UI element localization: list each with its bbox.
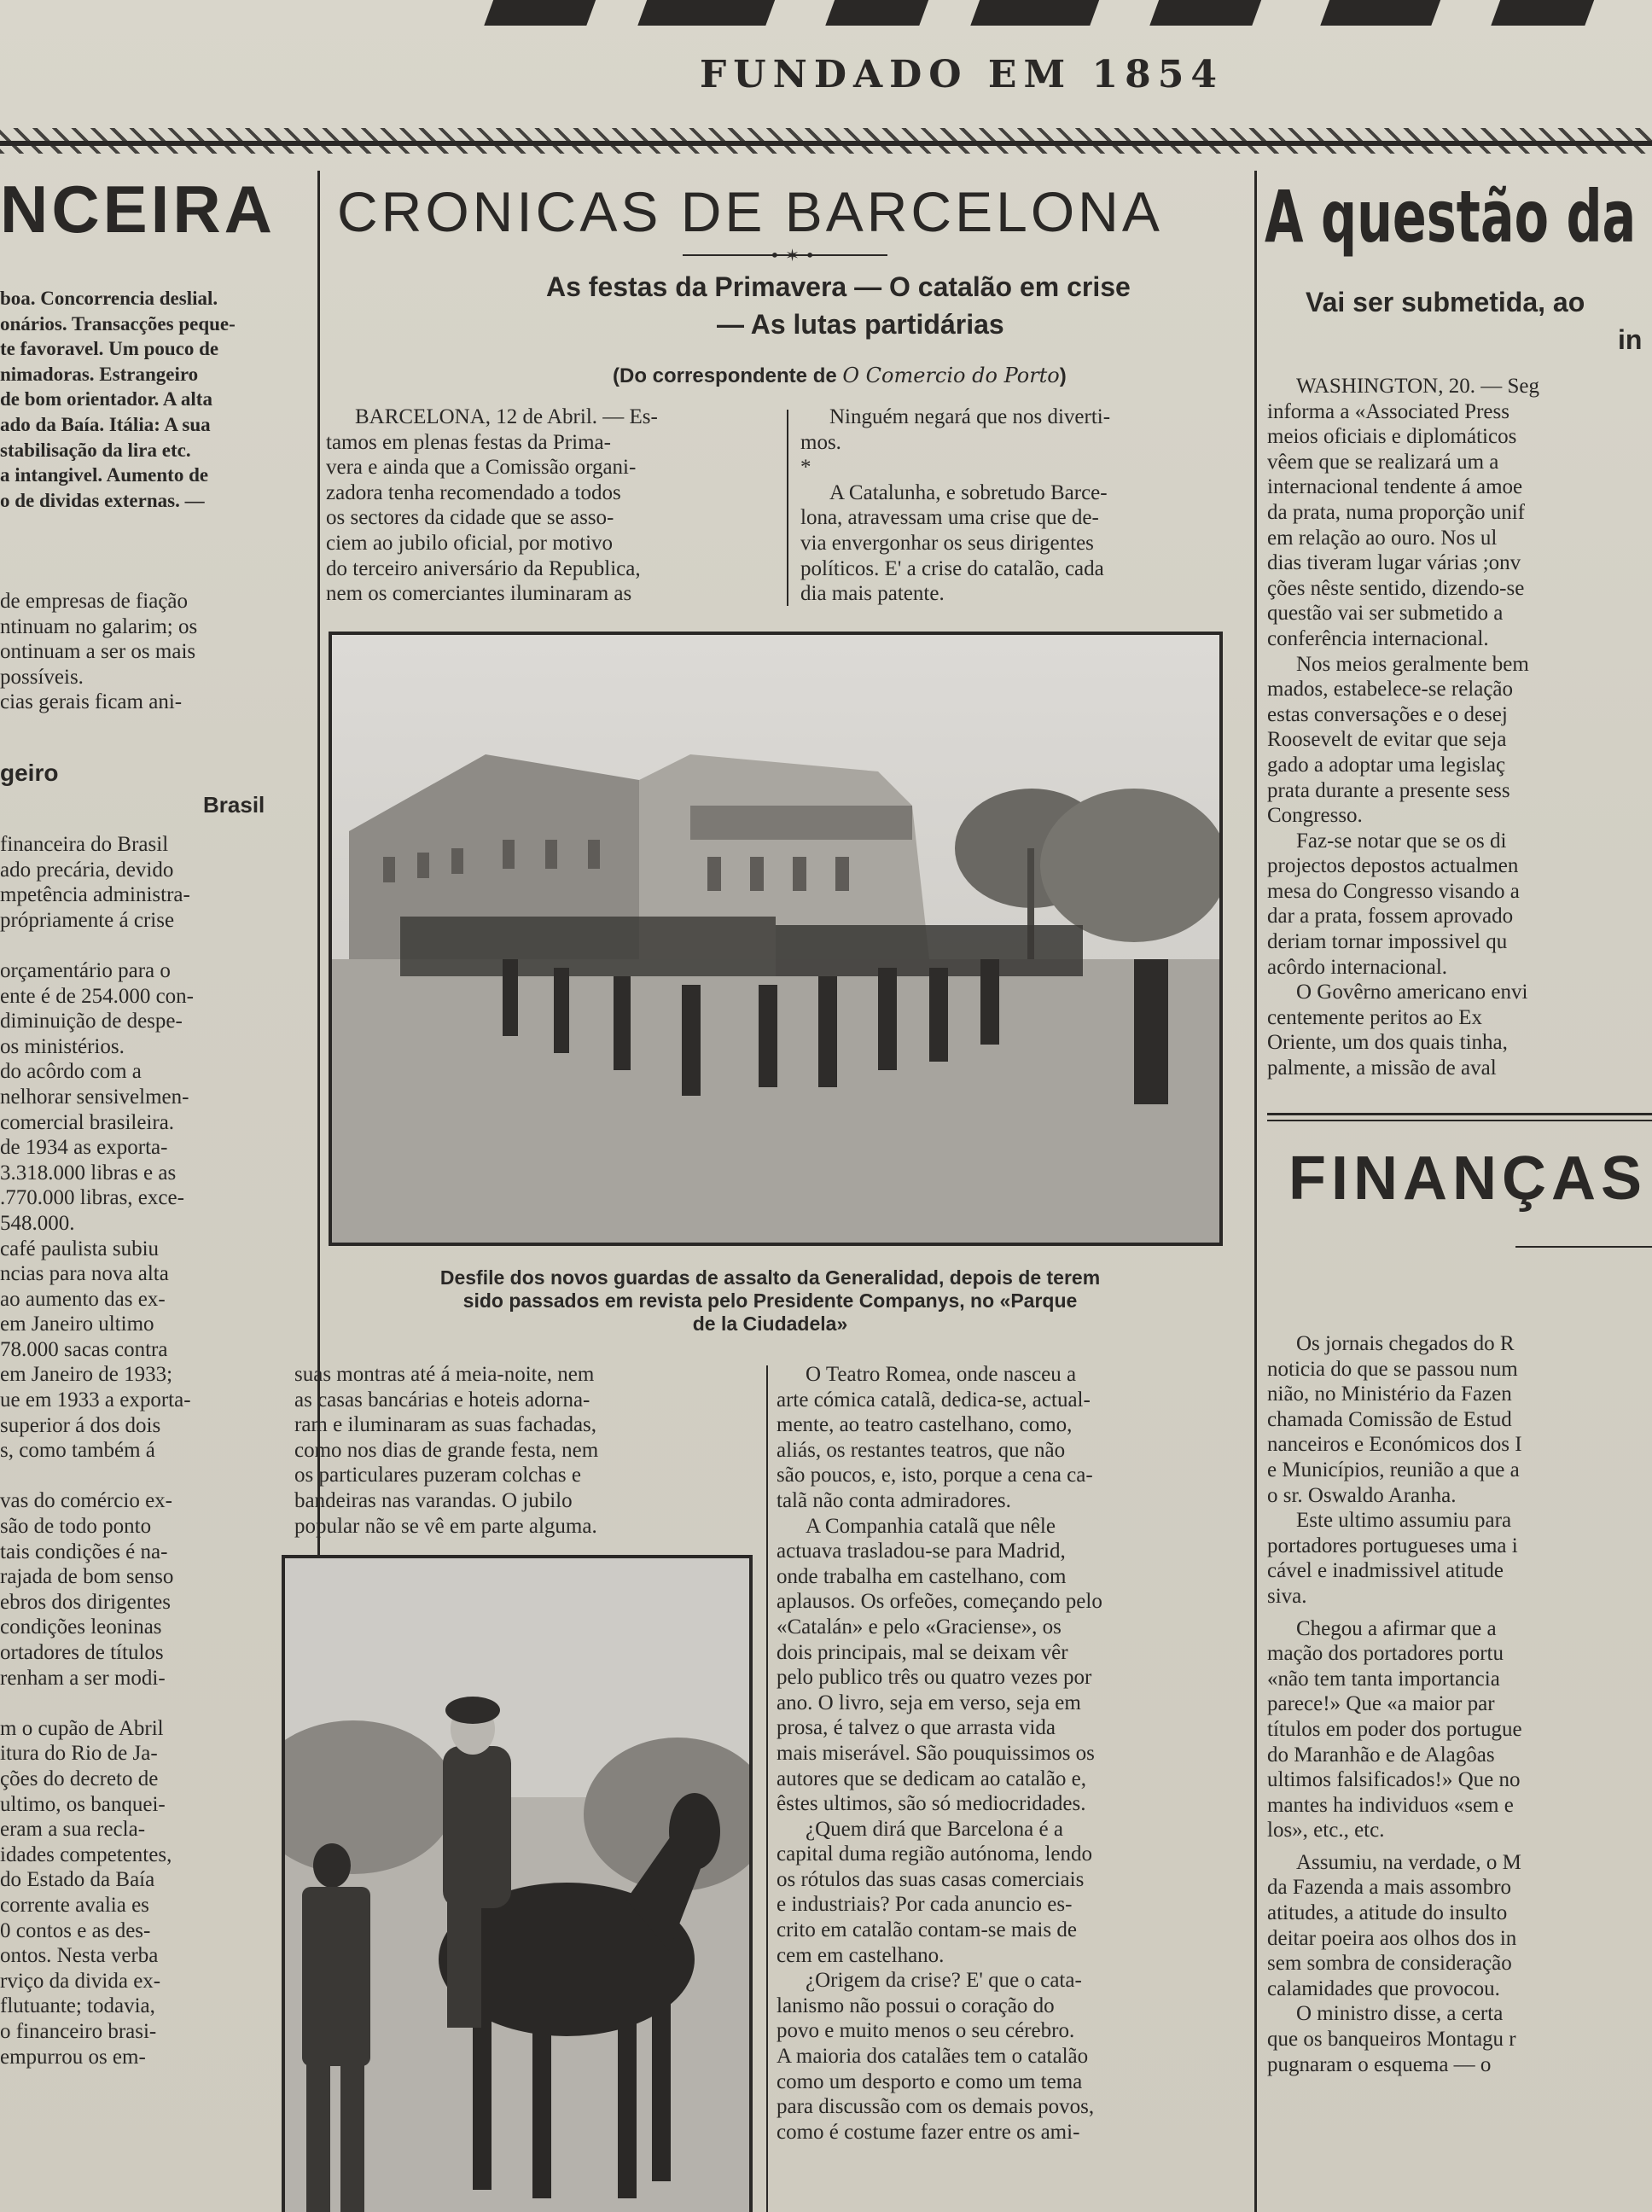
right-section-rule-1 bbox=[1267, 1113, 1652, 1115]
text-line: questão vai ser submetido a bbox=[1267, 602, 1504, 626]
text-line bbox=[0, 1464, 292, 1489]
border-rule bbox=[0, 141, 1652, 146]
text-line: informa a «Associated Press bbox=[1267, 399, 1509, 423]
text-line: Nos meios geralmente bem bbox=[1296, 652, 1529, 676]
text-line: dia mais patente. bbox=[800, 582, 945, 606]
left-para-1 bbox=[0, 589, 299, 715]
text-line: ntinuam no galarim; os bbox=[0, 614, 198, 638]
summary-line: de bom orientador. A alta bbox=[0, 388, 212, 410]
text-line: dias tiveram lugar várias ;onv bbox=[1267, 551, 1521, 575]
text-line: A Catalunha, e sobretudo Barce- bbox=[829, 480, 1108, 504]
credit-prefix: (Do correspondente de bbox=[613, 364, 837, 387]
text-line: Este ultimo assumiu para bbox=[1296, 1509, 1512, 1533]
text-line: ontos. Nesta verba bbox=[0, 1944, 159, 1968]
text-line: mação dos portadores portu bbox=[1267, 1642, 1504, 1666]
text-line: tamos em plenas festas da Prima- bbox=[326, 430, 611, 454]
text-line: nelhorar sensivelmen- bbox=[0, 1085, 189, 1109]
text-line: arte cómica catalã, dedica-se, actual- bbox=[777, 1388, 1091, 1412]
center-col-4 bbox=[777, 1362, 1246, 2145]
text-line: Assumiu, na verdade, o M bbox=[1296, 1850, 1521, 1874]
text-line: idades competentes, bbox=[0, 1842, 172, 1866]
text-line: eram a sua recla- bbox=[0, 1818, 146, 1842]
text-line: políticos. E' a crise do catalão, cada bbox=[800, 556, 1104, 580]
text-line: nanceiros e Económicos dos I bbox=[1267, 1433, 1522, 1457]
text-line: popular não se vê em parte alguma. bbox=[294, 1514, 597, 1538]
right-subtitle-1: Vai ser submetida, ao bbox=[1306, 287, 1585, 317]
text-line: 548.000. bbox=[0, 1211, 75, 1235]
text-line: da Fazenda a mais assombro bbox=[1267, 1876, 1512, 1900]
text-line: «Catalán» e pelo «Graciense», os bbox=[777, 1615, 1062, 1639]
right-para-2 bbox=[1267, 1331, 1652, 2077]
right-section-rule-2 bbox=[1267, 1120, 1652, 1121]
text-line: condições leoninas bbox=[0, 1615, 162, 1639]
section-star: * bbox=[800, 456, 811, 480]
text-line: parece!» Que «a maior par bbox=[1267, 1692, 1495, 1716]
text-line: do Estado da Baía bbox=[0, 1868, 155, 1892]
text-line: da prata, numa proporção unif bbox=[1267, 500, 1525, 524]
text-line: e industriais? Por cada anuncio es- bbox=[777, 1893, 1073, 1917]
text-line: pelo publico três ou quatro vezes por bbox=[777, 1666, 1092, 1690]
text-line: mente, ao teatro castelhano, como, bbox=[777, 1413, 1073, 1437]
text-line: onde trabalha em castelhano, com bbox=[777, 1564, 1067, 1588]
right-subtitle-2: in bbox=[1618, 324, 1643, 355]
text-line: ultimo, os banquei- bbox=[0, 1792, 166, 1816]
left-summary bbox=[0, 286, 307, 513]
text-line: aliás, os restantes teatros, que não bbox=[777, 1438, 1066, 1462]
text-line: rviço da divida ex- bbox=[0, 1969, 161, 1993]
summary-line: ado da Baía. Itália: A sua bbox=[0, 413, 211, 435]
text-line: os ministérios. bbox=[0, 1034, 125, 1058]
text-line: própriamente á crise bbox=[0, 908, 175, 932]
text-line: mados, estabelece-se relação bbox=[1267, 678, 1514, 701]
parade-photo bbox=[329, 632, 1223, 1246]
text-line: êstes ultimos, são só mediocridades. bbox=[777, 1792, 1086, 1816]
text-line: financeira do Brasil bbox=[0, 833, 169, 856]
text-line: de empresas de fiação bbox=[0, 590, 189, 613]
text-line: deriam tornar impossivel qu bbox=[1267, 930, 1508, 954]
text-line: Ninguém negará que nos diverti- bbox=[829, 405, 1111, 428]
text-line: cias gerais ficam ani- bbox=[0, 690, 183, 714]
text-line: atitudes, a atitude do insulto bbox=[1267, 1901, 1508, 1925]
text-line bbox=[0, 933, 292, 958]
text-line: O Teatro Romea, onde nasceu a bbox=[806, 1363, 1077, 1386]
text-line: ente é de 254.000 con- bbox=[0, 984, 195, 1008]
text-line: capital duma região autónoma, lendo bbox=[777, 1842, 1093, 1866]
text-line: ao aumento das ex- bbox=[0, 1287, 166, 1311]
text-line: que os banqueiros Montagu r bbox=[1267, 2028, 1516, 2052]
text-line: lanismo não possui o coração do bbox=[777, 1994, 1055, 2017]
text-line: mantes ha individuos «sem e bbox=[1267, 1793, 1514, 1817]
text-line: mos. bbox=[800, 430, 841, 454]
text-line: zadora tenha recomendado a todos bbox=[326, 480, 621, 504]
text-line: rajada de bom senso bbox=[0, 1565, 174, 1589]
text-line: ado precária, devido bbox=[0, 858, 174, 882]
text-line: lona, atravessam uma crise que de- bbox=[800, 506, 1099, 530]
text-line: BARCELONA, 12 de Abril. — Es- bbox=[355, 405, 658, 428]
summary-line: a intangivel. Aumento de bbox=[0, 464, 209, 486]
text-line: renham a ser modi- bbox=[0, 1666, 166, 1690]
text-line: cável e inadmissivel atitude bbox=[1267, 1559, 1504, 1583]
center-credit bbox=[613, 364, 1067, 388]
text-line: gado a adoptar uma legislaç bbox=[1267, 753, 1506, 777]
summary-line: nimadoras. Estrangeiro bbox=[0, 363, 199, 385]
text-line: talã não conta admiradores. bbox=[777, 1488, 1011, 1512]
summary-line: stabilisação da lira etc. bbox=[0, 439, 191, 461]
text-line bbox=[0, 1691, 292, 1716]
left-subhead-right: Brasil bbox=[203, 792, 265, 818]
masthead-logo bbox=[0, 0, 1652, 51]
text-line: para discussão com os demais povos, bbox=[777, 2095, 1095, 2119]
text-line: portadores portugueses uma i bbox=[1267, 1534, 1518, 1557]
text-line: los», etc., etc. bbox=[1267, 1819, 1385, 1842]
text-line: ano. O livro, seja em verso, seja em bbox=[777, 1691, 1081, 1714]
text-line: corrente avalia es bbox=[0, 1893, 149, 1917]
credit-paper: O Comercio do Porto bbox=[842, 364, 1060, 387]
text-line: projectos depostos actualmen bbox=[1267, 854, 1519, 878]
column-rule-center-bottom bbox=[766, 1365, 768, 2212]
text-line: chamada Comissão de Estud bbox=[1267, 1407, 1512, 1431]
text-line: ontinuam a ser os mais bbox=[0, 640, 196, 664]
text-line: .770.000 libras, exce- bbox=[0, 1186, 184, 1210]
text-line: como é costume fazer entre os ami- bbox=[777, 2120, 1080, 2144]
left-heading: NCEIRA bbox=[0, 172, 276, 247]
text-line: palmente, a missão de aval bbox=[1267, 1057, 1497, 1080]
text-line: ¿Origem da crise? E' que o cata- bbox=[806, 1969, 1082, 1993]
center-col-3 bbox=[294, 1362, 755, 1539]
text-line: café paulista subiu bbox=[0, 1237, 160, 1260]
center-subtitle-2: — As lutas partidárias bbox=[717, 309, 1004, 340]
text-line: mesa do Congresso visando a bbox=[1267, 879, 1520, 903]
text-line: em Janeiro ultimo bbox=[0, 1313, 154, 1336]
caption-line: sido passados em revista pelo Presidente Companys, no «Parque bbox=[462, 1289, 1078, 1312]
text-line: comercial brasileira. bbox=[0, 1110, 175, 1134]
text-line: itura do Rio de Ja- bbox=[0, 1742, 158, 1766]
text-line: Roosevelt de evitar que seja bbox=[1267, 728, 1507, 752]
text-line: povo e muito menos o seu cérebro. bbox=[777, 2019, 1075, 2043]
text-line: os sectores da cidade que se asso- bbox=[326, 506, 614, 530]
text-line: O Govêrno americano envi bbox=[1296, 981, 1528, 1004]
text-line: tais condições é na- bbox=[0, 1540, 168, 1563]
text-line: nião, no Ministério da Fazen bbox=[1267, 1382, 1512, 1406]
text-line: Chegou a afirmar que a bbox=[1296, 1616, 1497, 1640]
text-line: O ministro disse, a certa bbox=[1296, 2002, 1504, 2026]
text-line: ¿Quem dirá que Barcelona é a bbox=[806, 1817, 1063, 1841]
text-line: títulos em poder dos portugue bbox=[1267, 1717, 1522, 1741]
text-line: Congresso. bbox=[1267, 804, 1363, 828]
column-rule-right bbox=[1254, 171, 1257, 2212]
text-line: vera e ainda que a Comissão organi- bbox=[326, 456, 637, 480]
founded-line: FUNDADO EM 1854 bbox=[700, 53, 1224, 96]
left-subhead: geiro bbox=[0, 760, 59, 786]
text-line: acôrdo internacional. bbox=[1267, 955, 1448, 979]
text-line: deitar poeira aos olhos dos in bbox=[1267, 1926, 1517, 1950]
text-line: o financeiro brasi- bbox=[0, 2019, 157, 2043]
text-line: calamidades que provocou. bbox=[1267, 1976, 1500, 2000]
text-line: e Municípios, reunião a que a bbox=[1267, 1458, 1520, 1481]
text-line: internacional tendente á amoe bbox=[1267, 475, 1523, 499]
text-line: como nos dias de grande festa, nem bbox=[294, 1438, 599, 1462]
text-line: ebros dos dirigentes bbox=[0, 1590, 171, 1614]
finances-underline bbox=[1515, 1246, 1652, 1248]
text-line: autores que se dedicam ao catalão e, bbox=[777, 1767, 1087, 1790]
text-line: diminuição de despe- bbox=[0, 1010, 183, 1033]
text-line: conferência internacional. bbox=[1267, 626, 1489, 650]
text-line: bandeiras nas varandas. O jubilo bbox=[294, 1488, 573, 1512]
text-line: como um desporto e como um tema bbox=[777, 2069, 1083, 2093]
text-line: meios oficiais e diplomáticos bbox=[1267, 425, 1517, 449]
text-line: as casas bancárias e hoteis adorna- bbox=[294, 1388, 590, 1412]
summary-line: boa. Concorrencia deslial. bbox=[0, 288, 218, 309]
text-line: mais miserável. São pouquissimos os bbox=[777, 1741, 1095, 1765]
text-line: m o cupão de Abril bbox=[0, 1716, 164, 1740]
text-line: de 1934 as exporta- bbox=[0, 1136, 168, 1160]
text-line: ções do decreto de bbox=[0, 1767, 159, 1790]
text-line: crito em catalão contam-se mais de bbox=[777, 1918, 1077, 1942]
text-line: 78.000 sacas contra bbox=[0, 1337, 168, 1361]
left-para-2 bbox=[0, 832, 292, 2069]
text-line: vas do comércio ex- bbox=[0, 1489, 173, 1513]
caption-line: Desfile dos novos guardas de assalto da Generalidad, depois de terem bbox=[439, 1266, 1101, 1289]
text-line: empurrou os em- bbox=[0, 2045, 146, 2069]
text-line: aplausos. Os orfeões, começando pelo bbox=[777, 1590, 1102, 1614]
text-line: prosa, é talvez o que arrasta vida bbox=[777, 1716, 1056, 1740]
finances-heading: FINANÇAS bbox=[1288, 1144, 1647, 1213]
text-line: Faz-se notar que se os di bbox=[1296, 829, 1507, 853]
text-line: «não tem tanta importancia bbox=[1267, 1667, 1500, 1691]
text-line: são de todo ponto bbox=[0, 1515, 152, 1539]
ornament-star: • ✶ • bbox=[770, 245, 816, 265]
text-line: mpetência administra- bbox=[0, 883, 190, 907]
text-line: orçamentário para o bbox=[0, 958, 171, 982]
text-line: ções nêste sentido, dizendo-se bbox=[1267, 576, 1525, 600]
text-line: são poucos, e, isto, porque a cena ca- bbox=[777, 1464, 1093, 1487]
text-line: o sr. Oswaldo Aranha. bbox=[1267, 1483, 1457, 1507]
text-line: do Maranhão e de Alagôas bbox=[1267, 1743, 1495, 1767]
text-line: em relação ao ouro. Nos ul bbox=[1267, 526, 1498, 550]
text-line: cem em castelhano. bbox=[777, 1943, 945, 1967]
text-line: sem sombra de consideração bbox=[1267, 1952, 1512, 1976]
right-heading: A questão da bbox=[1265, 175, 1637, 259]
text-line: Oriente, um dos quais tinha, bbox=[1267, 1031, 1508, 1055]
text-line: ue em 1933 a exporta- bbox=[0, 1388, 191, 1412]
text-line: ultimos falsificados!» Que no bbox=[1267, 1768, 1521, 1792]
rider-photo bbox=[282, 1555, 753, 2212]
credit-suffix: ) bbox=[1059, 364, 1067, 387]
text-line: noticia do que se passou num bbox=[1267, 1357, 1518, 1381]
text-line: dar a prata, fossem aprovado bbox=[1267, 905, 1514, 928]
text-line: actuava trasladou-se para Madrid, bbox=[777, 1540, 1066, 1563]
caption-line: de la Ciudadela» bbox=[692, 1313, 848, 1335]
text-line: os particulares puzeram colchas e bbox=[294, 1464, 581, 1487]
text-line: possíveis. bbox=[0, 665, 84, 689]
text-line: ciem ao jubilo oficial, por motivo bbox=[326, 531, 614, 555]
text-line: ncias para nova alta bbox=[0, 1262, 169, 1286]
text-line: A maioria dos catalães tem o catalão bbox=[777, 2045, 1089, 2069]
text-line: 3.318.000 libras e as bbox=[0, 1161, 177, 1185]
text-line: ram e iluminaram as suas fachadas, bbox=[294, 1413, 597, 1437]
text-line: WASHINGTON, 20. — Seg bbox=[1296, 375, 1539, 398]
text-line: os rótulos das suas casas comerciais bbox=[777, 1867, 1085, 1891]
center-col-1 bbox=[326, 405, 778, 607]
text-line: s, como também á bbox=[0, 1439, 155, 1463]
text-line: suas montras até á meia-noite, nem bbox=[294, 1363, 595, 1386]
center-col-2 bbox=[800, 405, 1246, 607]
text-line: dois principais, mal se deixam vêr bbox=[777, 1640, 1068, 1664]
text-line: Os jornais chegados do R bbox=[1296, 1332, 1515, 1355]
text-line: em Janeiro de 1933; bbox=[0, 1363, 173, 1387]
text-line: do acôrdo com a bbox=[0, 1060, 142, 1084]
summary-line: te favoravel. Um pouco de bbox=[0, 338, 219, 360]
text-line: prata durante a presente sess bbox=[1267, 778, 1510, 802]
text-line: superior á dos dois bbox=[0, 1413, 161, 1437]
summary-line: onários. Transacções peque- bbox=[0, 312, 236, 335]
center-subtitle-1: As festas da Primavera — O catalão em crise bbox=[546, 271, 1131, 302]
text-line: estas conversações e o desej bbox=[1267, 702, 1508, 726]
summary-line: o de dividas externas. — bbox=[0, 489, 205, 511]
photo-caption bbox=[299, 1266, 1242, 1336]
text-line: siva. bbox=[1267, 1584, 1307, 1608]
center-heading: CRONICAS DE BARCELONA bbox=[337, 180, 1163, 243]
right-para-1 bbox=[1267, 374, 1652, 1081]
text-line: flutuante; todavia, bbox=[0, 1994, 155, 2018]
text-line: centemente peritos ao Ex bbox=[1267, 1005, 1482, 1029]
text-line: nem os comerciantes iluminaram as bbox=[326, 582, 632, 606]
text-line: 0 contos e as des- bbox=[0, 1918, 151, 1942]
text-line: vêem que se realizará um a bbox=[1267, 450, 1499, 474]
text-line: ortadores de títulos bbox=[0, 1641, 164, 1664]
text-line: pugnaram o esquema — o bbox=[1267, 2052, 1492, 2076]
column-rule-center-top bbox=[787, 410, 788, 606]
text-line: A Companhia catalã que nêle bbox=[806, 1514, 1056, 1538]
text-line: do terceiro aniversário da Republica, bbox=[326, 556, 641, 580]
text-line: via envergonhar os seus dirigentes bbox=[800, 531, 1094, 555]
